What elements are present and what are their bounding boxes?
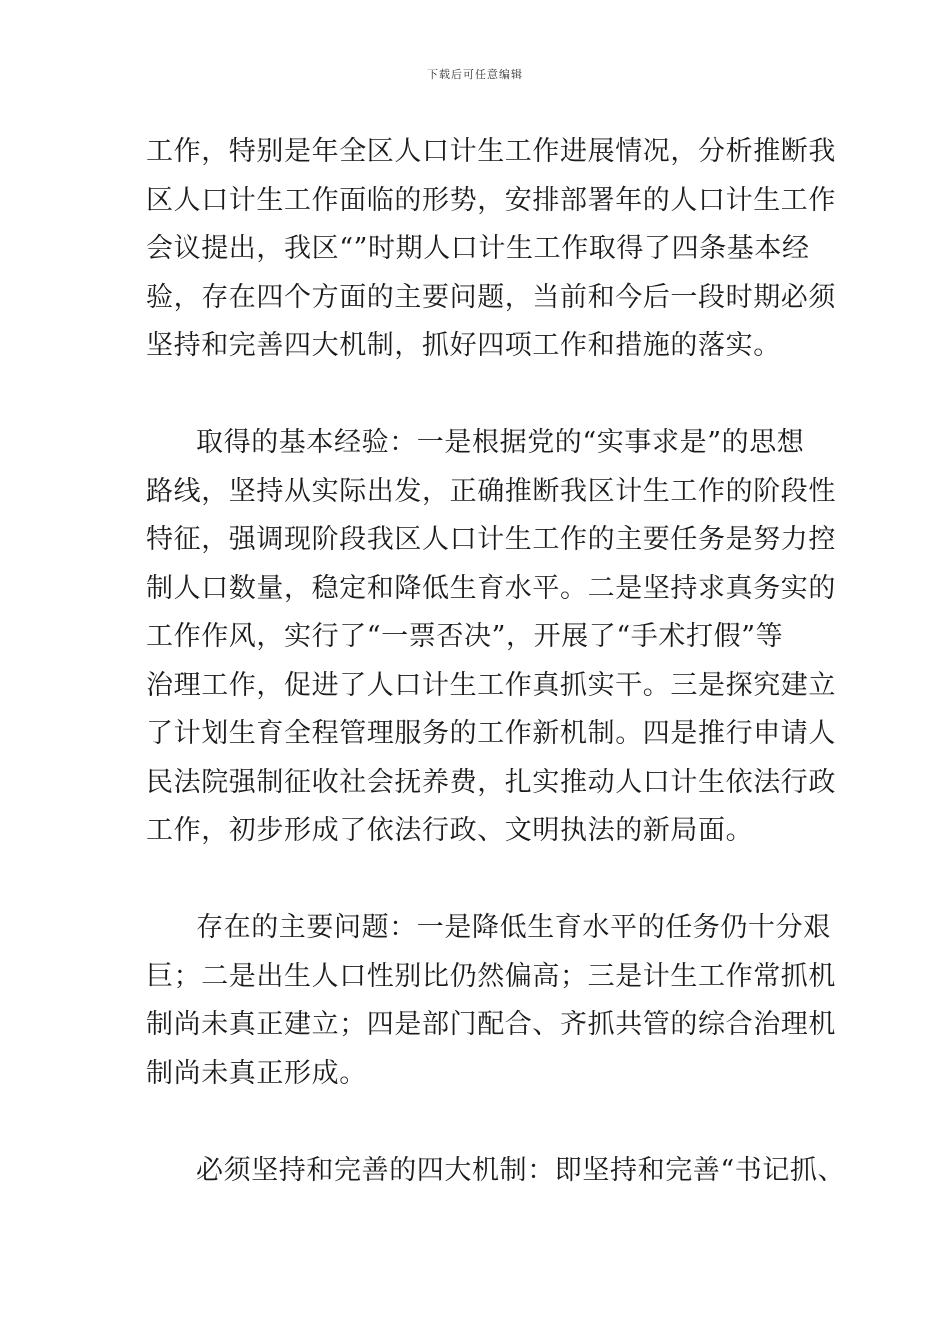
text-line: 巨；二是出生人口性别比仍然偏高；三是计生工作常抓机: [146, 960, 836, 992]
paragraph-four-mechanisms: [146, 1147, 846, 1196]
paragraph-main-problems: [146, 904, 836, 1098]
paragraph-gap: [146, 856, 806, 905]
text-line: 民法院强制征收社会抚养费，扎实推动人口计生依法行政: [146, 766, 836, 798]
text-line: 必须坚持和完善的四大机制：即坚持和完善“书记抓、: [196, 1154, 846, 1186]
text-line: 路线，坚持从实际出发，正确推断我区计生工作的阶段性: [146, 475, 836, 507]
text-line: 工作，初步形成了依法行政、文明执法的新局面。: [146, 815, 754, 846]
text-line: 治理工作，促进了人口计生工作真抓实干。三是探究建立: [146, 669, 836, 701]
document-body: [146, 128, 846, 1195]
paragraph-overview: [146, 128, 836, 371]
text-line: 制尚未真正形成。: [146, 1057, 367, 1089]
paragraph-gap: [146, 1098, 806, 1147]
text-line: 坚持和完善四大机制，抓好四项工作和措施的落实。: [146, 330, 781, 361]
text-line: 工作作风，实行了“一票否决”，开展了“手术打假”等: [146, 621, 784, 652]
paragraph-gap: [146, 371, 806, 420]
text-line: 验，存在四个方面的主要问题，当前和今后一段时期必须: [146, 281, 836, 313]
text-line: 会议提出，我区“”时期人口计生工作取得了四条基本经: [146, 233, 810, 264]
text-line: 了计划生育全程管理服务的工作新机制。四是推行申请人: [146, 718, 836, 749]
text-line: 特征，强调现阶段我区人口计生工作的主要任务是努力控: [146, 524, 836, 555]
paragraph-basic-experience: [146, 419, 836, 856]
text-line: 制人口数量，稳定和降低生育水平。二是坚持求真务实的: [146, 572, 836, 604]
text-line: 工作，特别是年全区人口计生工作进展情况，分析推断我: [146, 136, 836, 167]
page-header: 下载后可任意编辑: [427, 68, 523, 81]
text-line: 取得的基本经验：一是根据党的“实事求是”的思想: [196, 427, 805, 458]
text-line: 制尚未真正建立；四是部门配合、齐抓共管的综合治理机: [146, 1009, 836, 1040]
text-line: 区人口计生工作面临的形势，安排部署年的人口计生工作: [146, 184, 836, 216]
text-line: 存在的主要问题：一是降低生育水平的任务仍十分艰: [196, 912, 831, 943]
